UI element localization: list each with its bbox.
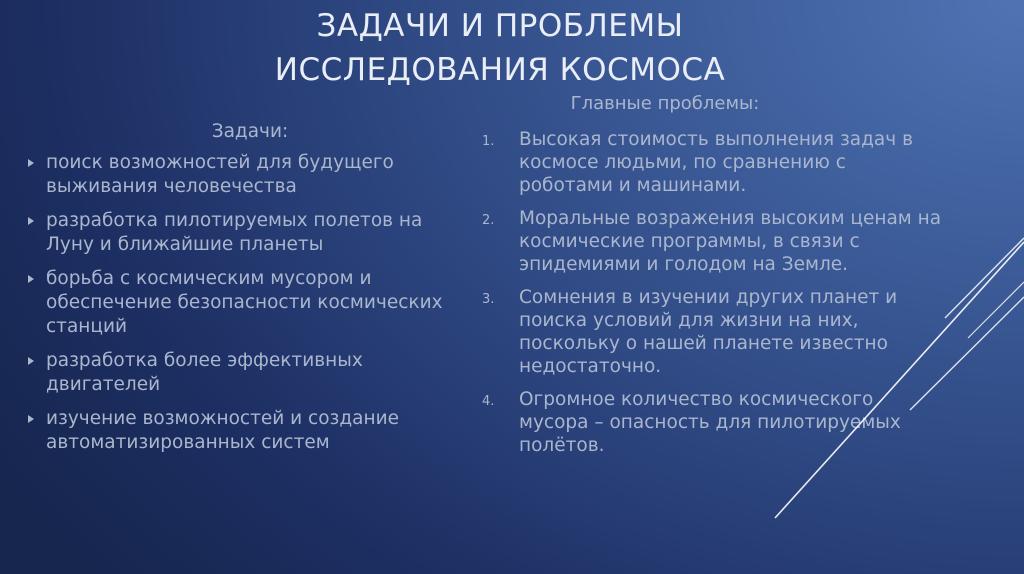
problem-number: 4. — [482, 394, 495, 409]
task-text: изучение возможностей и создание автоматизированных систем — [46, 408, 400, 453]
problem-number: 1. — [482, 134, 495, 149]
problems-heading: Главные проблемы: — [570, 93, 760, 114]
title-line: ИССЛЕДОВАНИЯ КОСМОСА — [274, 52, 726, 88]
problem-text: Высокая стоимость выполнения задач в космосе людьми, по сравнению с роботами и машинами. — [519, 129, 913, 196]
task-text: поиск возможностей для будущего выживания человечества — [46, 152, 394, 197]
problem-number: 3. — [482, 292, 495, 307]
tasks-heading: Задачи: — [211, 121, 289, 142]
problem-text: Моральные возражения высоким ценам на космические программы, в связи с эпидемиями и голодом на Земле. — [519, 208, 942, 275]
deco-line — [945, 238, 1024, 318]
problem-text: Сомнения в изучении других планет и поиска условий для жизни на них, поскольку о нашей планете известно недостаточно. — [519, 287, 898, 377]
task-text: разработка пилотируемых полетов на Луну и ближайшие планеты — [46, 210, 423, 255]
problem-text: Огромное количество космического мусора – опасность для пилотируемых полётов. — [519, 389, 901, 456]
task-text: разработка более эффективных двигателей — [46, 350, 363, 395]
problem-number: 2. — [482, 213, 495, 228]
deco-line — [968, 282, 1024, 338]
title-line: ЗАДАЧИ И ПРОБЛЕМЫ — [316, 8, 684, 44]
deco-line — [910, 297, 1024, 410]
task-text: борьба с космическим мусором и обеспечение безопасности космических станций — [46, 268, 443, 337]
deco-line — [775, 242, 1024, 518]
